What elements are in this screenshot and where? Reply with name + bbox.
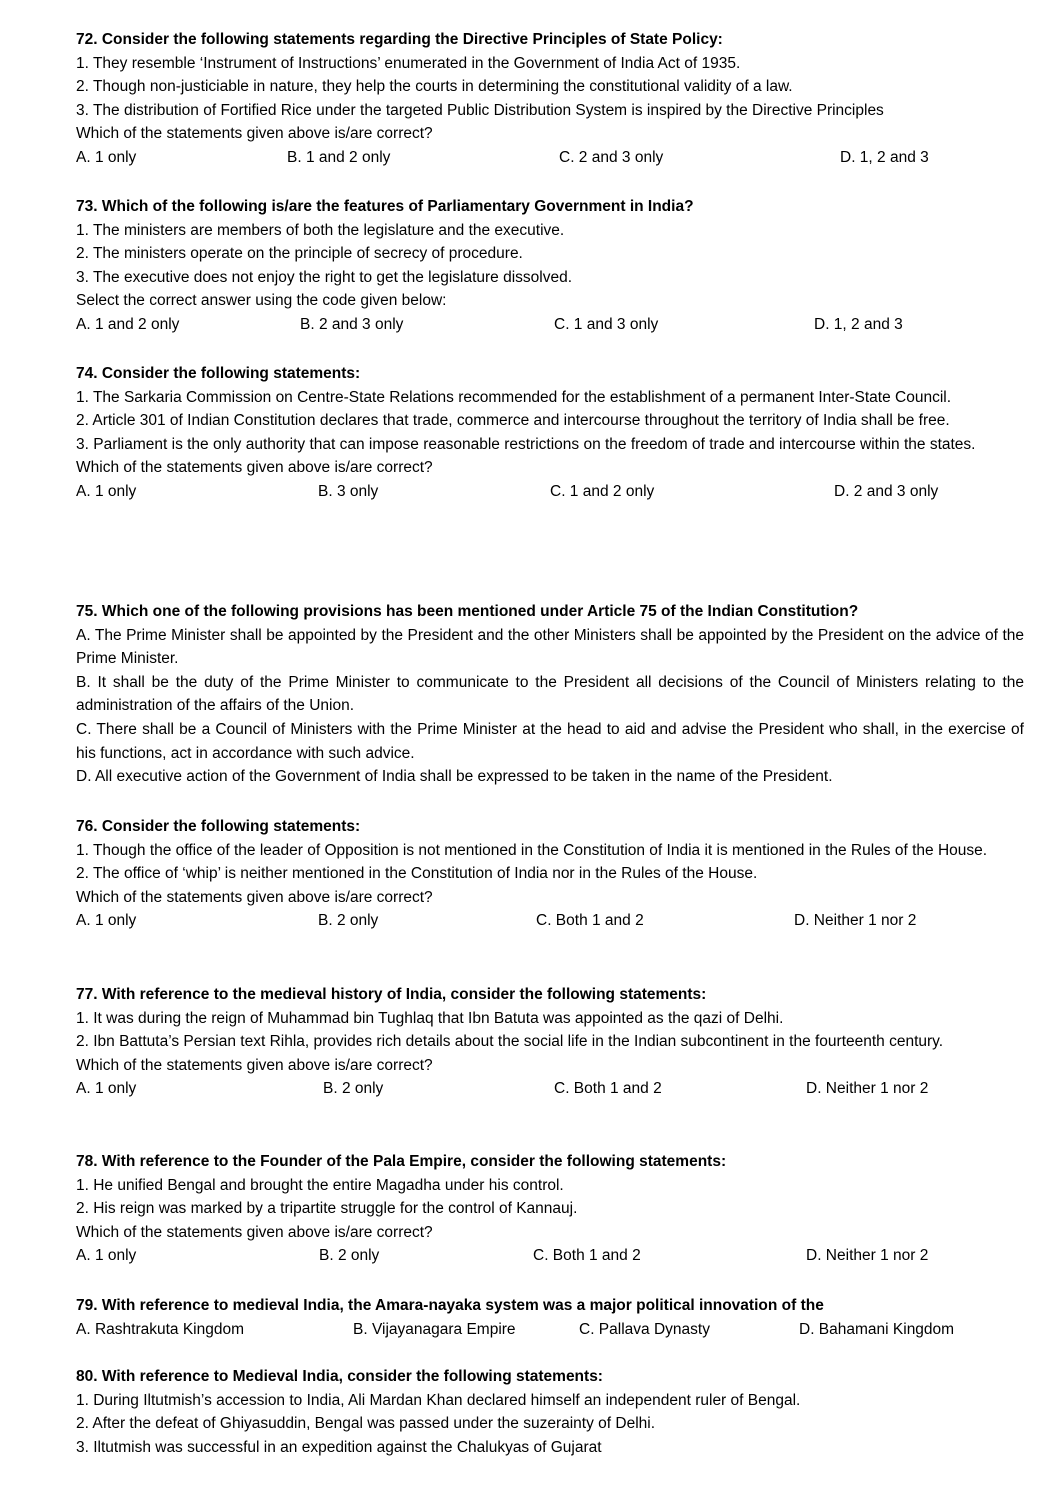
question-76 (76, 815, 1024, 933)
option-c: C. Both 1 and 2 (533, 1247, 641, 1265)
option-a: A. The Prime Minister shall be appointed by the President and the other Ministers shall be appointed by the President on the advice of the Prime Minister. (76, 626, 1024, 668)
options-row (76, 909, 1024, 933)
option-a: A. 1 only (76, 482, 137, 500)
question-prompt: Which of the statements given above is/are correct? (76, 888, 433, 906)
statement: 2. After the defeat of Ghiyasuddin, Bengal was passed under the suzerainty of Delhi. (76, 1415, 656, 1433)
statement: 3. The distribution of Fortified Rice under the targeted Public Distribution System is inspired by the Directive Principles (76, 101, 884, 119)
option-b: B. Vijayanagara Empire (353, 1320, 516, 1338)
option-d: D. Bahamani Kingdom (799, 1320, 955, 1338)
option-b: B. 3 only (318, 482, 379, 500)
question-title: 75. Which one of the following provisions has been mentioned under Article 75 of the Indian Constitution? (76, 603, 859, 620)
options-row (76, 1077, 1024, 1101)
option-a: A. 1 only (76, 1080, 137, 1098)
question-title: 72. Consider the following statements regarding the Directive Principles of State Policy: (76, 31, 723, 48)
question-prompt: Select the correct answer using the code given below: (76, 292, 447, 310)
question-77 (76, 983, 1024, 1101)
option-d: D. All executive action of the Government of India shall be expressed to be taken in the name of the President. (76, 768, 833, 786)
statement: 3. Iltutmish was successful in an expedition against the Chalukyas of Gujarat (76, 1438, 602, 1456)
question-78 (76, 1150, 1024, 1268)
option-b: B. It shall be the duty of the Prime Minister to communicate to the President all decisions of the Council of Ministers relating to the administration of the affairs of the Union. (76, 673, 1024, 715)
question-72 (76, 28, 1024, 170)
options-row (76, 480, 1024, 504)
question-73 (76, 195, 1024, 337)
option-b: B. 2 only (319, 1247, 380, 1265)
question-title: 73. Which of the following is/are the features of Parliamentary Government in India? (76, 198, 694, 215)
question-79 (76, 1294, 1024, 1342)
option-d: D. Neither 1 nor 2 (806, 1247, 929, 1265)
option-a: A. 1 only (76, 912, 137, 930)
option-d: D. 1, 2 and 3 (840, 148, 929, 166)
statement: 2. Though non-justiciable in nature, they help the courts in determining the constitutional validity of a law. (76, 78, 793, 96)
options-row (76, 1318, 1024, 1342)
option-c: C. Both 1 and 2 (554, 1080, 662, 1098)
option-a: A. 1 only (76, 1247, 137, 1265)
statement: 3. The executive does not enjoy the right to get the legislature dissolved. (76, 268, 573, 286)
question-title: 78. With reference to the Founder of the Pala Empire, consider the following statements: (76, 1153, 727, 1170)
statement: 2. The office of ‘whip’ is neither mentioned in the Constitution of India nor in the Rules of the House. (76, 865, 758, 883)
question-prompt: Which of the statements given above is/are correct? (76, 125, 433, 143)
statement: 2. The ministers operate on the principle of secrecy of procedure. (76, 245, 523, 263)
question-prompt: Which of the statements given above is/are correct? (76, 459, 433, 477)
options-row (76, 1244, 1024, 1268)
option-c: C. 1 and 3 only (554, 315, 659, 333)
option-d: D. 1, 2 and 3 (814, 315, 903, 333)
question-title: 74. Consider the following statements: (76, 365, 361, 382)
statement: 1. It was during the reign of Muhammad bin Tughlaq that Ibn Batuta was appointed as the qazi of Delhi. (76, 1009, 784, 1027)
statement: 1. During Iltutmish’s accession to India, Ali Mardan Khan declared himself an independent ruler of Bengal. (76, 1391, 801, 1409)
option-d: D. 2 and 3 only (834, 482, 939, 500)
options-row (76, 146, 1024, 170)
option-d: D. Neither 1 nor 2 (794, 912, 917, 930)
option-c: C. 2 and 3 only (559, 148, 664, 166)
statement: 2. His reign was marked by a tripartite struggle for the control of Kannauj. (76, 1200, 578, 1218)
option-c: C. Both 1 and 2 (536, 912, 644, 930)
statement: 1. He unified Bengal and brought the entire Magadha under his control. (76, 1176, 564, 1194)
statement: 2. Ibn Battuta’s Persian text Rihla, provides rich details about the social life in the Indian subcontinent in the fourteenth century. (76, 1033, 944, 1051)
option-d: D. Neither 1 nor 2 (806, 1080, 929, 1098)
statement: 1. Though the office of the leader of Opposition is not mentioned in the Constitution of India it is mentioned in the Rules of the House. (76, 841, 988, 859)
statement: 3. Parliament is the only authority that can impose reasonable restrictions on the freedom of trade and intercourse within the states. (76, 435, 976, 453)
statement: 1. The Sarkaria Commission on Centre-State Relations recommended for the establishment of a permanent Inter-State Council. (76, 388, 952, 406)
question-74 (76, 362, 1024, 504)
question-prompt: Which of the statements given above is/are correct? (76, 1056, 433, 1074)
question-title: 77. With reference to the medieval history of India, consider the following statements: (76, 986, 707, 1003)
statement: 2. Article 301 of Indian Constitution declares that trade, commerce and intercourse throughout the territory of India shall be free. (76, 412, 950, 430)
question-title: 76. Consider the following statements: (76, 818, 361, 835)
option-b: B. 2 only (318, 912, 379, 930)
question-80 (76, 1365, 1024, 1459)
option-a: A. 1 and 2 only (76, 315, 180, 333)
option-a: A. Rashtrakuta Kingdom (76, 1320, 245, 1338)
statement: 1. They resemble ‘Instrument of Instructions’ enumerated in the Government of India Act of 1935. (76, 54, 741, 72)
question-title: 80. With reference to Medieval India, consider the following statements: (76, 1368, 603, 1385)
statement: 1. The ministers are members of both the legislature and the executive. (76, 221, 565, 239)
option-c: C. Pallava Dynasty (579, 1320, 710, 1338)
question-title: 79. With reference to medieval India, the Amara-nayaka system was a major political innovation of the (76, 1297, 824, 1314)
option-a: A. 1 only (76, 148, 137, 166)
option-c: C. There shall be a Council of Ministers with the Prime Minister at the head to aid and advise the President who shall, in the exercise of his functions, act in accordance with such advice. (76, 720, 1024, 762)
option-b: B. 2 and 3 only (300, 315, 404, 333)
question-prompt: Which of the statements given above is/are correct? (76, 1223, 433, 1241)
options-row (76, 313, 1024, 337)
question-75 (76, 600, 1024, 789)
option-c: C. 1 and 2 only (550, 482, 655, 500)
option-b: B. 1 and 2 only (287, 148, 391, 166)
option-b: B. 2 only (323, 1080, 384, 1098)
